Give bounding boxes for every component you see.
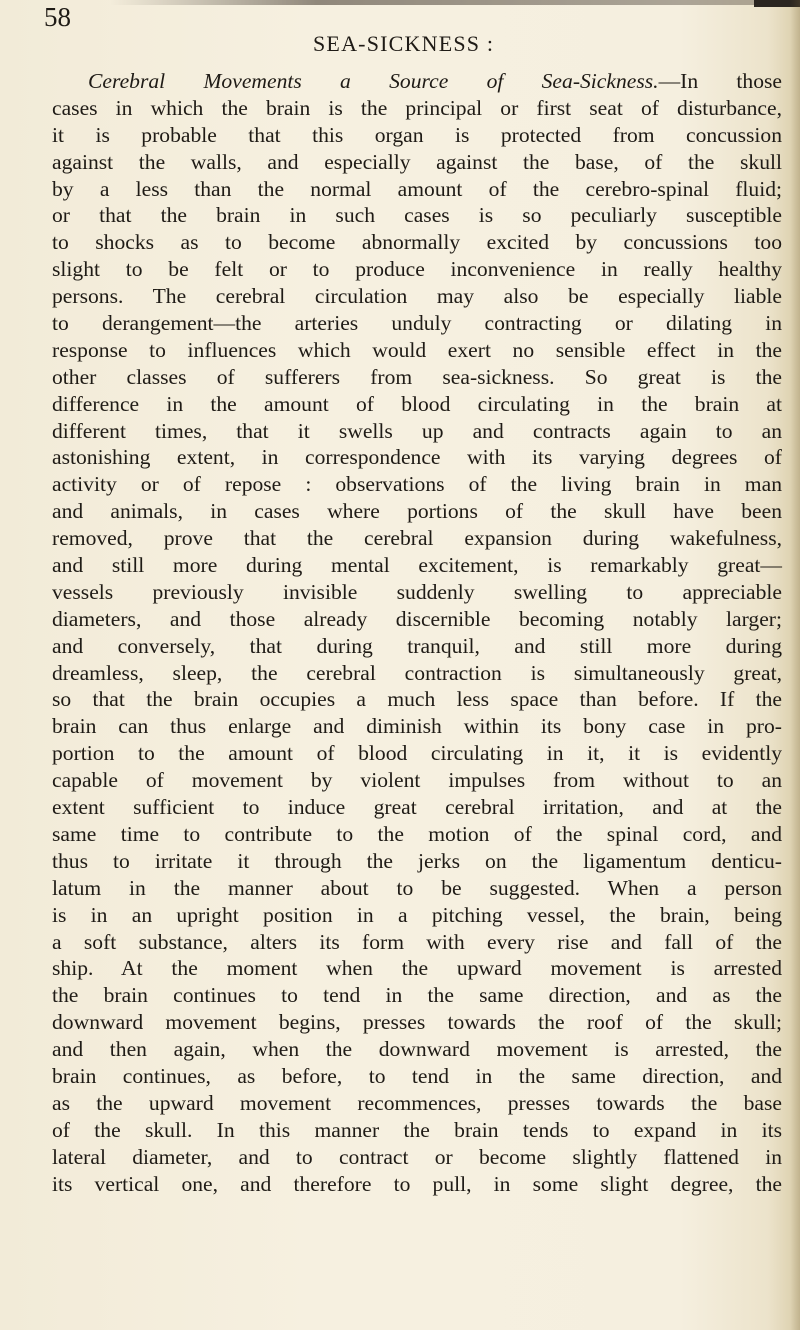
text-line: portion to the amount of blood circulating in it, it is evidently [52, 741, 782, 766]
text-line: to derangement—the arteries unduly contracting or dilating in [52, 311, 782, 336]
text-line: response to influences which would exert no sensible effect in the [52, 337, 782, 362]
text-line: against the walls, and especially against the base, of the skull [52, 149, 782, 174]
text-line: removed, prove that the cerebral expansion during wakefulness, [52, 526, 782, 551]
text-line: cases in which the brain is the principal or first seat of disturbance, [52, 95, 782, 120]
text-line: vessels previously invisible suddenly swelling to appreciable [52, 579, 782, 604]
text-line: different times, that it swells up and contracts again to an [52, 418, 782, 443]
text-line: by a less than the normal amount of the cerebro-spinal fluid; [52, 176, 782, 201]
text-line: capable of movement by violent impulses from without to an [52, 768, 782, 793]
text-line: lateral diameter, and to contract or become slightly flattened in [52, 1144, 782, 1169]
text-line: activity or of repose : observations of the living brain in man [52, 472, 782, 497]
text-line: slight to be felt or to produce inconvenience in really healthy [52, 257, 782, 282]
text-line: diameters, and those already discernible becoming notably larger; [52, 606, 782, 631]
text-line: of the skull. In this manner the brain tends to expand in its [52, 1117, 782, 1142]
section-heading: Cerebral Movements a Source of Sea-Sickness. [88, 69, 659, 93]
text-line: and still more during mental excitement, is remarkably great— [52, 553, 782, 578]
text-line: it is probable that this organ is protected from concussion [52, 122, 782, 147]
text-line: brain continues, as before, to tend in the same direction, and [52, 1063, 782, 1088]
page-edge-shadow [790, 0, 800, 1330]
text-line: other classes of sufferers from sea-sickness. So great is the [52, 364, 782, 389]
text-line: and animals, in cases where portions of the skull have been [52, 499, 782, 524]
text-line-rest: —In those [658, 69, 783, 93]
text-line: thus to irritate it through the jerks on the ligamentum denticu- [52, 848, 782, 873]
text-line: a soft substance, alters its form with every rise and fall of the [52, 929, 782, 954]
text-line: brain can thus enlarge and diminish within its bony case in pro- [52, 714, 782, 739]
text-line: ship. At the moment when the upward movement is arrested [52, 956, 782, 981]
text-line: extent sufficient to induce great cerebral irritation, and at the [52, 795, 782, 820]
page-number: 58 [44, 2, 71, 32]
text-line: to shocks as to become abnormally excited by concussions too [52, 230, 782, 255]
top-edge-shadow [110, 0, 800, 5]
text-line: and then again, when the downward movement is arrested, the [52, 1037, 782, 1062]
text-line: difference in the amount of blood circulating in the brain at [52, 391, 782, 416]
text-line: or that the brain in such cases is so peculiarly susceptible [52, 203, 782, 228]
text-line: as the upward movement recommences, presses towards the base [52, 1090, 782, 1115]
text-line: latum in the manner about to be suggested. When a person [52, 875, 782, 900]
text-line: is in an upright position in a pitching vessel, the brain, being [52, 902, 782, 927]
text-line: the brain continues to tend in the same direction, and as the [52, 983, 782, 1008]
text-line: persons. The cerebral circulation may also be especially liable [52, 284, 782, 309]
text-line: and conversely, that during tranquil, and still more during [52, 633, 782, 658]
running-head: SEA-SICKNESS : [313, 31, 495, 56]
text-line: so that the brain occupies a much less space than before. If the [52, 687, 782, 712]
text-line [52, 68, 782, 95]
text-line: downward movement begins, presses towards the roof of the skull; [52, 1010, 782, 1035]
text-line: same time to contribute to the motion of the spinal cord, and [52, 821, 782, 846]
text-line: its vertical one, and therefore to pull, in some slight degree, the [52, 1171, 782, 1196]
body-text [52, 68, 782, 1197]
text-line: dreamless, sleep, the cerebral contraction is simultaneously great, [52, 660, 782, 685]
text-line: astonishing extent, in correspondence with its varying degrees of [52, 445, 782, 470]
